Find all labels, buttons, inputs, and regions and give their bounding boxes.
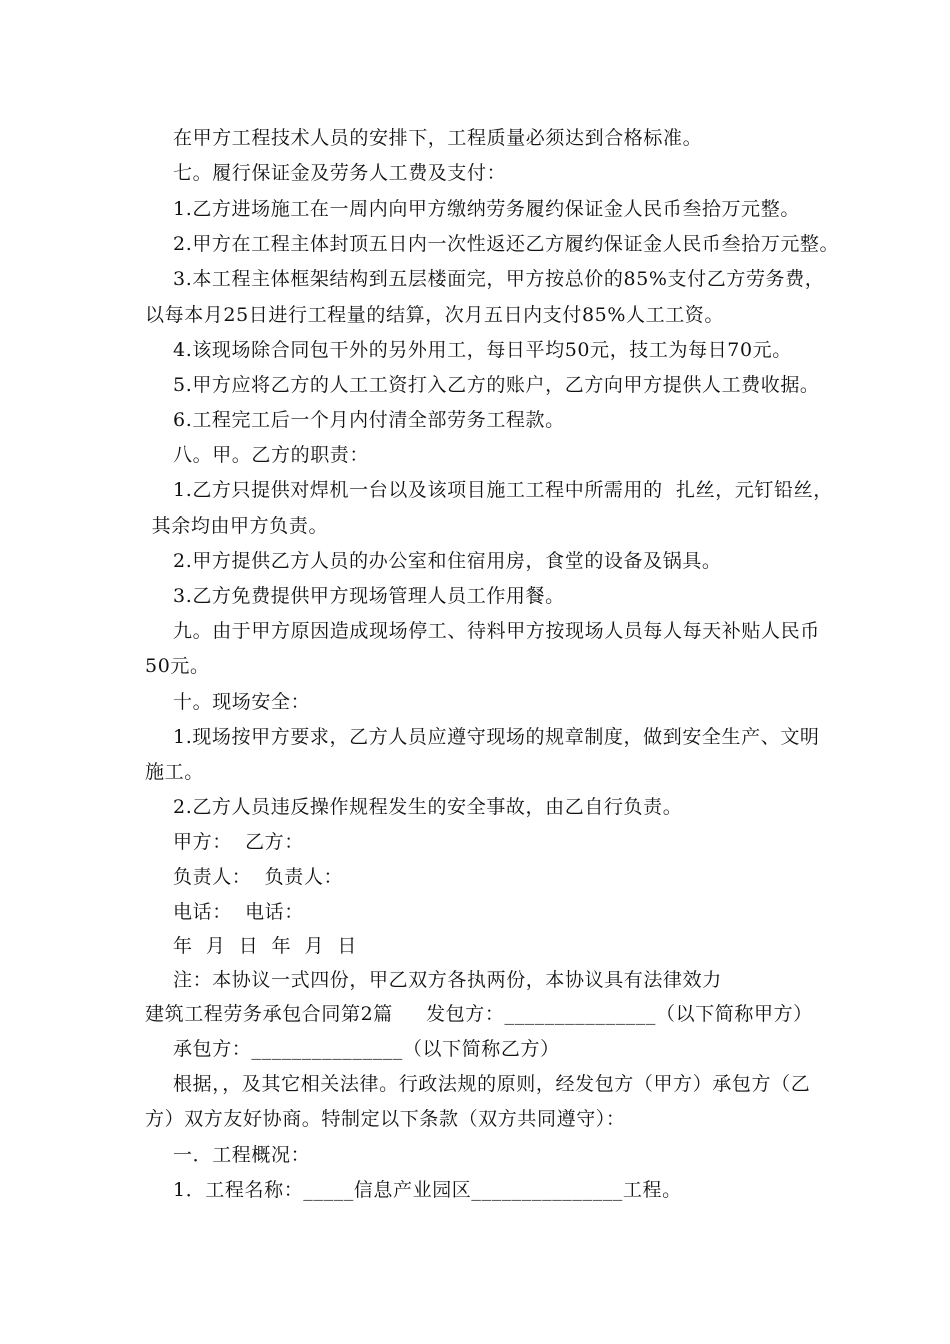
text-line: 施工。 [145,761,204,783]
text-line: 3.本工程主体框架结构到五层楼面完，甲方按总价的85%支付乙方劳务费， [173,268,825,290]
contractor-line: 承包方：_______________（以下简称乙方） [173,1038,560,1060]
section-heading: 八。甲。乙方的职责： [173,444,370,466]
section-heading: 七。履行保证金及劳务人工费及支付： [173,162,507,184]
signature-party-line: 甲方： 乙方： [173,831,304,853]
text-line: 在甲方工程技术人员的安排下，工程质量必须达到合格标准。 [173,127,703,149]
text-line: 6.工程完工后一个月内付清全部劳务工程款。 [173,409,565,431]
signature-date-line: 年 月 日 年 月 日 [173,935,357,957]
text-line: 50元。 [145,655,210,677]
text-line: 2.甲方提供乙方人员的办公室和住宿用房，食堂的设备及锅具。 [173,550,722,572]
text-line: 5.甲方应将乙方的人工工资打入乙方的账户，乙方向甲方提供人工费收据。 [173,374,820,396]
text-line: 2.乙方人员违反操作规程发生的安全事故，由乙自行负责。 [173,796,683,818]
text-line: 1．工程名称：_____信息产业园区_______________工程。 [173,1179,682,1201]
text-line: 1.乙方只提供对焊机一台以及该项目施工工程中所需用的 扎丝，元钉铅丝， [173,479,833,501]
text-line: 4.该现场除合同包干外的另外用工，每日平均50元，技工为每日70元。 [173,339,792,361]
text-line: 以每本月25日进行工程量的结算，次月五日内支付85%人工工资。 [145,304,725,326]
text-line: 2.甲方在工程主体封顶五日内一次性返还乙方履约保证金人民币叁拾万元整。 [173,233,840,255]
text-line: 其余均由甲方负责。 [145,515,329,537]
contract-title-line: 建筑工程劳务承包合同第2篇 发包方：_______________（以下简称甲方） [145,1003,813,1025]
note-line: 注：本协议一式四份，甲乙双方各执两份，本协议具有法律效力 [173,969,722,991]
text-line: 方）双方友好协商。特制定以下条款（双方共同遵守）： [145,1108,626,1130]
section-heading: 一．工程概况： [173,1144,311,1166]
section-heading: 九。由于甲方原因造成现场停工、待料甲方按现场人员每人每天补贴人民币 [173,620,820,642]
text-line: 1.现场按甲方要求，乙方人员应遵守现场的规章制度，做到安全生产、文明 [173,726,820,748]
text-line: 根据，，及其它相关法律。行政法规的原则，经发包方（甲方）承包方（乙 [173,1073,811,1095]
section-heading: 十。现场安全： [173,691,311,713]
text-line: 3.乙方免费提供甲方现场管理人员工作用餐。 [173,585,565,607]
signature-person-line: 负责人： 负责人： [173,866,344,888]
signature-phone-line: 电话： 电话： [173,901,304,923]
text-line: 1.乙方进场施工在一周内向甲方缴纳劳务履约保证金人民币叁拾万元整。 [173,198,800,220]
